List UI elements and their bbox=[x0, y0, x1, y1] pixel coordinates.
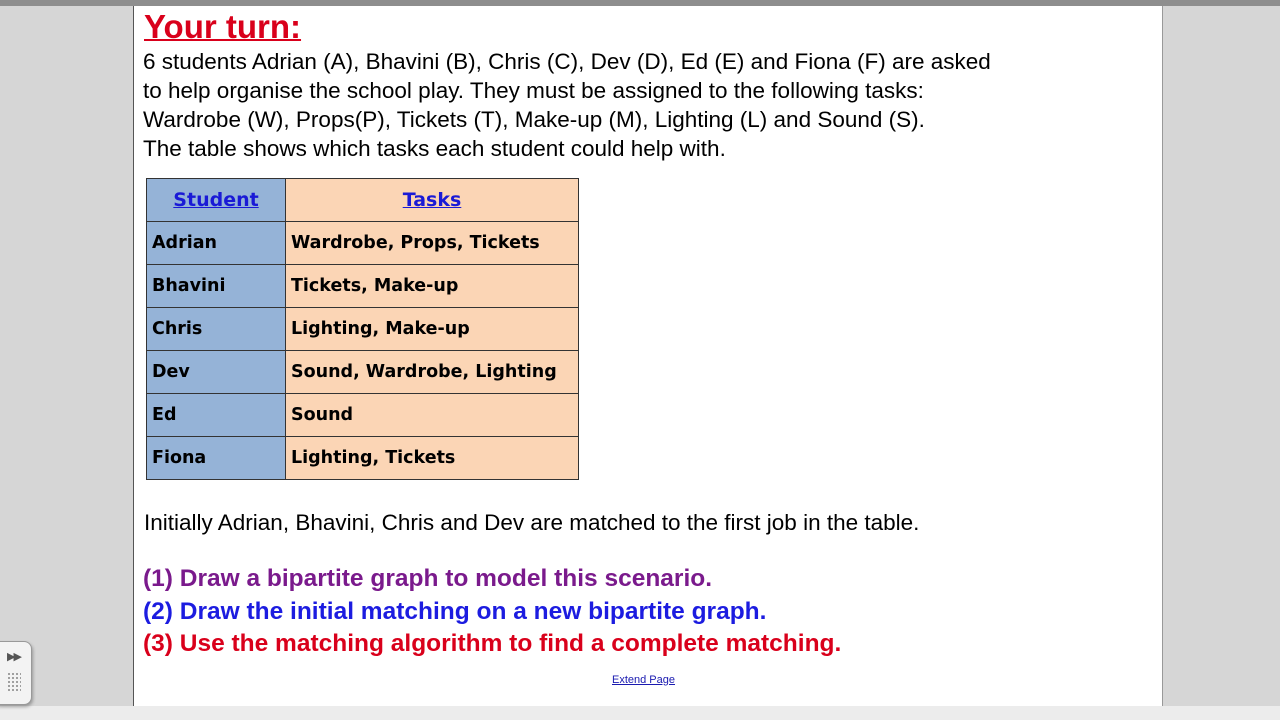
table-row bbox=[147, 394, 579, 437]
student-cell: Bhavini bbox=[147, 265, 286, 308]
table-row bbox=[147, 222, 579, 265]
tasks-cell: Sound bbox=[286, 394, 579, 437]
intro-line: The table shows which tasks each student could help with. bbox=[143, 136, 726, 161]
intro-line: to help organise the school play. They must be assigned to the following tasks: bbox=[143, 78, 924, 103]
student-cell: Dev bbox=[147, 351, 286, 394]
tasks-cell: Lighting, Tickets bbox=[286, 437, 579, 480]
tasks-cell: Sound, Wardrobe, Lighting bbox=[286, 351, 579, 394]
student-cell: Adrian bbox=[147, 222, 286, 265]
table-row bbox=[147, 265, 579, 308]
extend-page-link[interactable]: Extend Page bbox=[612, 674, 675, 686]
header-tasks: Tasks bbox=[286, 179, 579, 222]
header-student: Student bbox=[147, 179, 286, 222]
question-2: (2) Draw the initial matching on a new bipartite graph. bbox=[143, 598, 767, 625]
table-row bbox=[147, 308, 579, 351]
sidebar-expand-tab[interactable] bbox=[0, 641, 32, 705]
bottom-margin bbox=[0, 706, 1280, 720]
table-row bbox=[147, 351, 579, 394]
intro-line: 6 students Adrian (A), Bhavini (B), Chris (C), Dev (D), Ed (E) and Fiona (F) are asked bbox=[143, 49, 991, 74]
student-cell: Ed bbox=[147, 394, 286, 437]
tasks-table bbox=[146, 178, 579, 480]
tasks-cell: Lighting, Make-up bbox=[286, 308, 579, 351]
question-3: (3) Use the matching algorithm to find a complete matching. bbox=[143, 630, 842, 657]
table-header-row bbox=[147, 179, 579, 222]
initial-matching-text: Initially Adrian, Bhavini, Chris and Dev are matched to the first job in the table. bbox=[144, 510, 920, 535]
intro-line: Wardrobe (W), Props(P), Tickets (T), Make-up (M), Lighting (L) and Sound (S). bbox=[143, 107, 925, 132]
tasks-cell: Wardrobe, Props, Tickets bbox=[286, 222, 579, 265]
double-arrow-icon: ▶▶ bbox=[7, 651, 20, 663]
student-cell: Fiona bbox=[147, 437, 286, 480]
question-1: (1) Draw a bipartite graph to model this scenario. bbox=[143, 565, 713, 592]
intro-paragraph bbox=[143, 47, 1153, 163]
document-page bbox=[133, 6, 1163, 706]
table-row bbox=[147, 437, 579, 480]
tasks-cell: Tickets, Make-up bbox=[286, 265, 579, 308]
grip-icon bbox=[7, 672, 21, 692]
page-title: Your turn: bbox=[144, 8, 302, 45]
student-cell: Chris bbox=[147, 308, 286, 351]
